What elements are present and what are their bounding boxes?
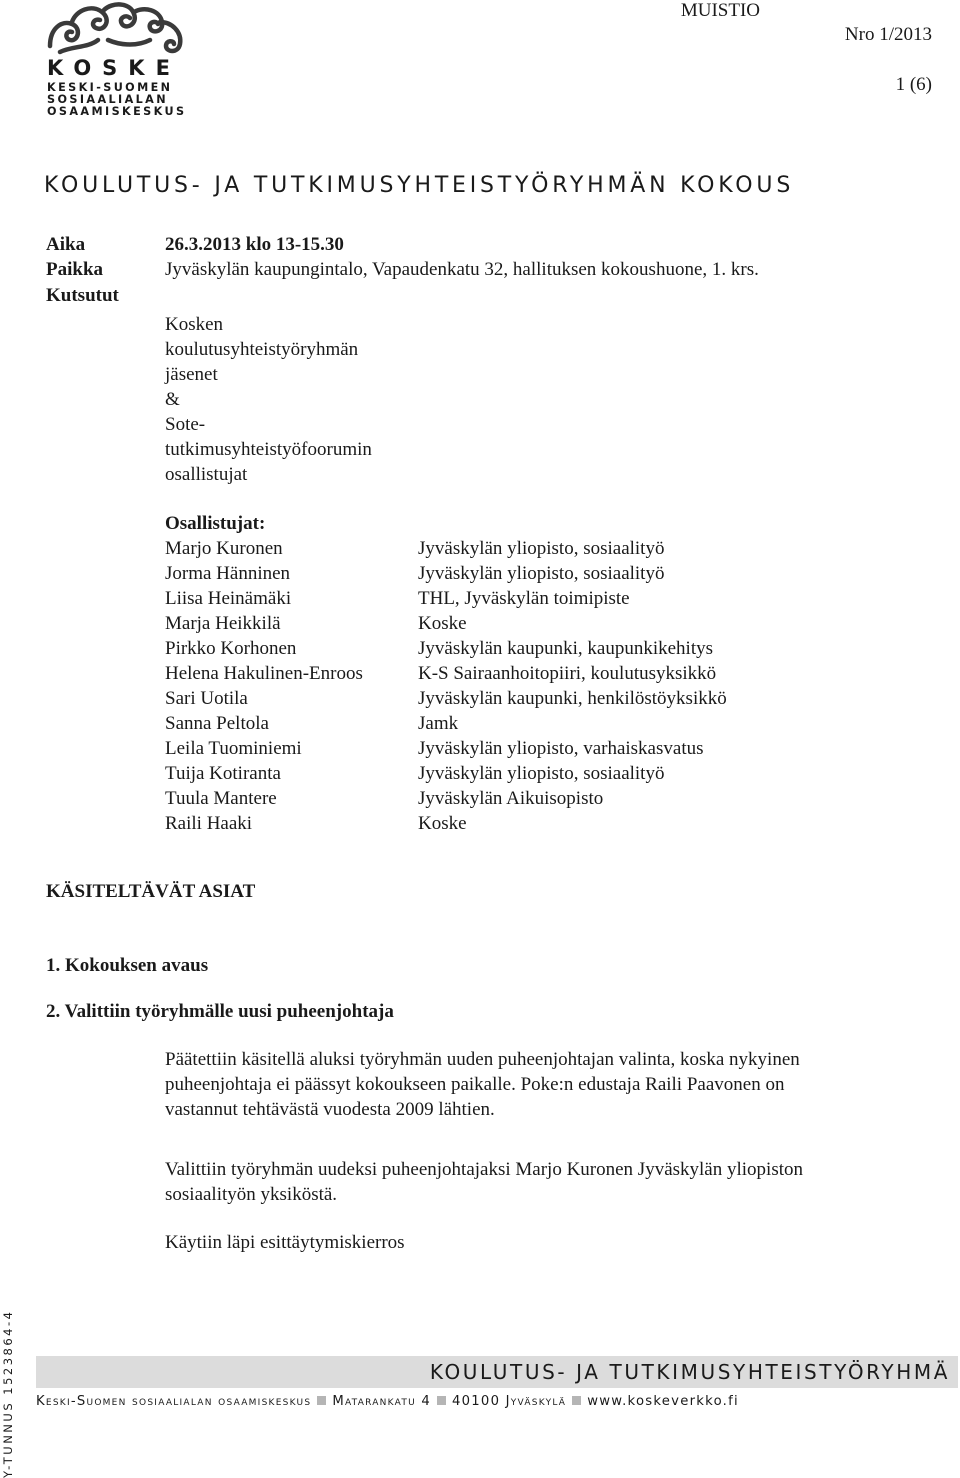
agenda-heading: KÄSITELTÄVÄT ASIAT xyxy=(46,881,256,902)
agenda-paragraph-2 xyxy=(165,1157,905,1207)
participant-name: Liisa Heinämäki xyxy=(165,588,292,609)
time-value: 26.3.2013 klo 13-15.30 xyxy=(165,234,344,255)
participant-org: THL, Jyväskylän toimipiste xyxy=(418,588,630,609)
koske-knot-logo-icon xyxy=(42,2,190,60)
participant-name: Tuija Kotiranta xyxy=(165,763,281,784)
paragraph-line: sosiaalityön yksiköstä. xyxy=(165,1184,338,1205)
participant-orgs xyxy=(418,536,727,836)
participant-names xyxy=(165,536,363,836)
footer-org: Keski-Suomen sosiaalialan osaamiskeskus xyxy=(36,1394,312,1409)
invited-list xyxy=(165,312,405,487)
logo-name: KOSKE xyxy=(47,56,181,80)
footer-title: KOULUTUS- JA TUTKIMUSYHTEISTYÖRYHMÄ xyxy=(429,1360,950,1384)
place-label: Paikka xyxy=(46,259,104,280)
invited-line: koulutusyhteistyöryhmän xyxy=(165,339,359,360)
participant-name: Helena Hakulinen-Enroos xyxy=(165,663,363,684)
invited-line: & xyxy=(165,389,180,410)
participant-org: Jyväskylän yliopisto, sosiaalityö xyxy=(418,763,665,784)
doc-number: Nro 1/2013 xyxy=(844,24,932,45)
participants-heading: Osallistujat: xyxy=(165,513,266,534)
participant-name: Pirkko Korhonen xyxy=(165,638,297,659)
agenda-item-1: 1. Kokouksen avaus xyxy=(46,955,209,976)
participant-name: Sanna Peltola xyxy=(165,713,269,734)
invited-line: tutkimusyhteistyöfoorumin xyxy=(165,439,372,460)
footer-city: 40100 Jyväskylä xyxy=(452,1394,567,1409)
logo-line-1: KESKI-SUOMEN xyxy=(47,81,173,94)
footer-website-link[interactable]: www.koskeverkko.fi xyxy=(587,1394,739,1409)
participant-org: Jyväskylän yliopisto, sosiaalityö xyxy=(418,538,665,559)
agenda-paragraph-1 xyxy=(165,1047,905,1122)
participant-name: Jorma Hänninen xyxy=(165,563,291,584)
participant-org: Koske xyxy=(418,813,467,834)
participant-org: K-S Sairaanhoitopiiri, koulutusyksikkö xyxy=(418,663,717,684)
paragraph-line: Päätettiin käsitellä aluksi työryhmän uuden puheenjohtajan valinta, koska nykyinen xyxy=(165,1049,800,1070)
participant-name: Raili Haaki xyxy=(165,813,253,834)
paragraph-line: Valittiin työryhmän uudeksi puheenjohtajaksi Marjo Kuronen Jyväskylän yliopiston xyxy=(165,1159,803,1180)
agenda-paragraph-3: Käytiin läpi esittäytymiskierros xyxy=(165,1232,405,1253)
separator-square-icon xyxy=(437,1396,446,1405)
paragraph-line: puheenjohtaja ei päässyt kokoukseen paikalle. Poke:n edustaja Raili Paavonen on xyxy=(165,1074,785,1095)
participant-org: Jyväskylän kaupunki, kaupunkikehitys xyxy=(418,638,713,659)
participant-name: Marja Heikkilä xyxy=(165,613,281,634)
participant-org: Jyväskylän Aikuisopisto xyxy=(418,788,604,809)
logo-line-2: SOSIAALIALAN xyxy=(47,93,169,106)
participant-name: Sari Uotila xyxy=(165,688,248,709)
invited-line: jäsenet xyxy=(165,364,218,385)
page-number: 1 (6) xyxy=(895,74,932,95)
invited-line: Sote- xyxy=(165,414,206,435)
logo-line-3: OSAAMISKESKUS xyxy=(47,105,187,118)
page-title: KOULUTUS- JA TUTKIMUSYHTEISTYÖRYHMÄN KOKOUS xyxy=(44,173,795,198)
agenda-item-2: 2. Valittiin työryhmälle uusi puheenjohtaja xyxy=(46,1001,394,1022)
participant-org: Jyväskylän yliopisto, varhaiskasvatus xyxy=(418,738,704,759)
separator-square-icon xyxy=(317,1396,326,1405)
participant-name: Marjo Kuronen xyxy=(165,538,283,559)
participant-org: Jyväskylän kaupunki, henkilöstöyksikkö xyxy=(418,688,727,709)
invited-label: Kutsutut xyxy=(46,285,119,306)
participant-name: Tuula Mantere xyxy=(165,788,277,809)
separator-square-icon xyxy=(572,1396,581,1405)
participant-org: Jyväskylän yliopisto, sosiaalityö xyxy=(418,563,665,584)
invited-line: Kosken xyxy=(165,314,224,335)
paragraph-line: vastannut tehtävästä vuodesta 2009 lähtien. xyxy=(165,1099,495,1120)
doc-type: MUISTIO xyxy=(680,0,760,21)
business-id: Y-TUNNUS 1523864-4 xyxy=(1,1309,15,1478)
invited-line: osallistujat xyxy=(165,464,248,485)
participant-org: Koske xyxy=(418,613,467,634)
place-value: Jyväskylän kaupungintalo, Vapaudenkatu 32, hallituksen kokoushuone, 1. krs. xyxy=(165,259,759,280)
time-label: Aika xyxy=(46,234,86,255)
footer-address: Matarankatu 4 xyxy=(332,1394,432,1409)
participant-org: Jamk xyxy=(418,713,459,734)
participant-name: Leila Tuominiemi xyxy=(165,738,302,759)
footer-contact xyxy=(36,1391,958,1413)
